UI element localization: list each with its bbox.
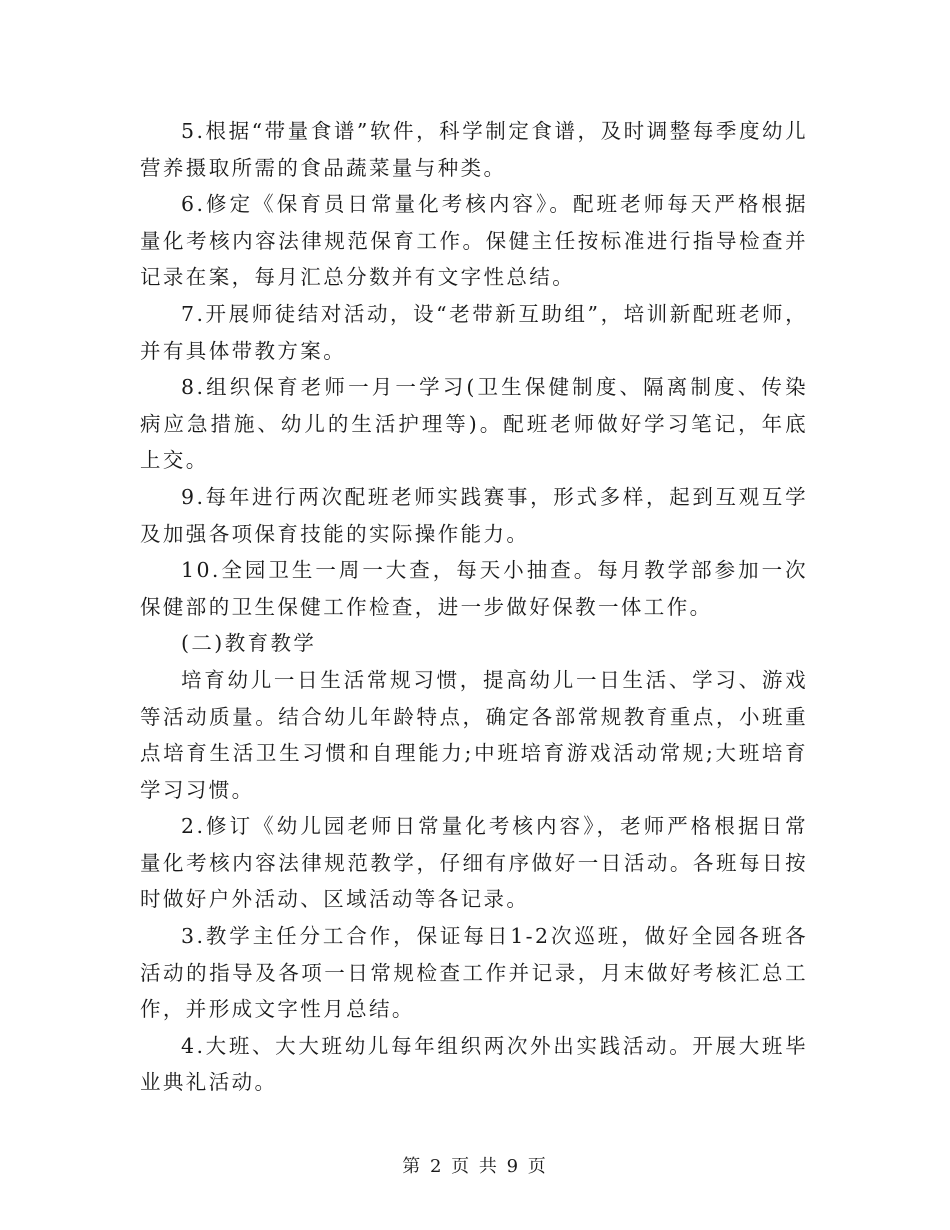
- paragraph-item-7: 7.开展师徒结对活动，设“老带新互助组”，培训新配班老师，并有具体带教方案。: [140, 301, 808, 363]
- section-heading-education: (二)教育教学: [181, 631, 317, 656]
- page-number-label: 第 2 页 共 9 页: [402, 1156, 548, 1177]
- paragraph-item-9: 9.每年进行两次配班老师实践赛事，形式多样，起到互观互学及加强各项保育技能的实际操作能力。: [140, 484, 808, 546]
- paragraph-item-5: 5.根据“带量食谱”软件，科学制定食谱，及时调整每季度幼儿营养摄取所需的食品蔬菜量与种类。: [140, 119, 808, 180]
- paragraph-education-intro: 培育幼儿一日生活常规习惯，提高幼儿一日生活、学习、游戏等活动质量。结合幼儿年龄特点，确定各部常规教育重点，小班重点培育生活卫生习惯和自理能力;中班培育游戏活动常规;大班培育学习习惯。: [140, 667, 808, 802]
- paragraph-item-10: 10.全园卫生一周一大查，每天小抽查。每月教学部参加一次保健部的卫生保健工作检查，进一步做好保教一体工作。: [140, 558, 808, 619]
- paragraph-item-6: 6.修定《保育员日常量化考核内容》。配班老师每天严格根据量化考核内容法律规范保育工作。保健主任按标准进行指导检查并记录在案，每月汇总分数并有文字性总结。: [140, 192, 808, 290]
- paragraph-item-8: 8.组织保育老师一月一学习(卫生保健制度、隔离制度、传染病应急措施、幼儿的生活护理等)。配班老师做好学习笔记，年底上交。: [140, 375, 808, 473]
- page-body: [140, 113, 808, 1101]
- paragraph-education-4: 4.大班、大大班幼儿每年组织两次外出实践活动。开展大班毕业典礼活动。: [140, 1033, 808, 1095]
- page-footer: [0, 1152, 950, 1178]
- paragraph-education-2: 2.修订《幼儿园老师日常量化考核内容》，老师严格根据日常量化考核内容法律规范教学，仔细有序做好一日活动。各班每日按时做好户外活动、区域活动等各记录。: [140, 814, 808, 912]
- paragraph-education-3: 3.教学主任分工合作，保证每日1-2次巡班，做好全园各班各活动的指导及各项一日常规检查工作并记录，月末做好考核汇总工作，并形成文字性月总结。: [140, 924, 808, 1022]
